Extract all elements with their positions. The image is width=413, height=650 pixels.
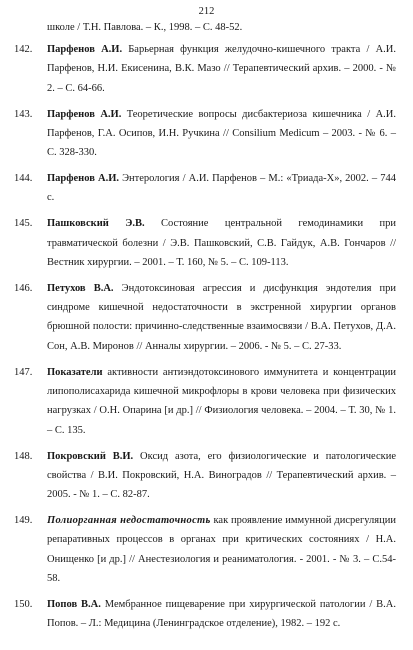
reference-author: Попов В.А. [47, 598, 101, 610]
reference-body [47, 169, 396, 208]
reference-author: Пашковский Э.В. [47, 218, 145, 230]
reference-body [47, 214, 396, 272]
reference-text: активности антиэндотоксинового иммунитета и концентрации липополисахарида кишечной микрофлоры в крови человека при физических нагрузках / О.Н. Опарина [и др.] // Физиология человека. – 2004. – Т. 30, № 1. – С. 135. [47, 366, 396, 436]
reference-author: Парфенов А.И. [47, 108, 122, 120]
reference-number: 142. [14, 44, 33, 55]
continued-reference-line: школе / Т.Н. Павлова. – К., 1998. – С. 48-52. [47, 22, 243, 33]
reference-body [47, 447, 396, 505]
reference-author: Парфенов А.И. [47, 44, 123, 55]
reference-author: Петухов В.А. [47, 282, 114, 294]
reference-item [14, 363, 396, 441]
reference-body [47, 105, 396, 163]
reference-text: Барьерная функция желудочно-кишечного тракта / А.И. Парфенов, Н.И. Екисенина, В.К. Мазо // Терапевтический архив. – 2000. - № 2. – С. 64-66. [47, 44, 396, 94]
reference-item [14, 279, 396, 357]
reference-body [47, 511, 396, 589]
reference-item [14, 214, 396, 272]
reference-body [47, 363, 396, 441]
reference-list [14, 40, 396, 640]
reference-author: Полиорганная недостаточность [47, 515, 211, 527]
reference-text: как проявление иммунной дисрегуляции репаративных процессов в органах при критических состояниях / Н.А. Онищенко [и др.] // Анестезиология и реаниматология. - 2001. - № 3. – С.54-58. [47, 515, 396, 585]
reference-text: Эндотоксиновая агрессия и дисфункция эндотелия при синдроме кишечной недостаточности в экстренной хирургии органов брюшной полости: причинно-следственные взаимосвязи / В.А. Петухов, Д.А. Сон, А.В. Миронов // Анналы хирургии. – 2006. - № 5. – С. 27-33. [47, 282, 396, 352]
reference-number: 148. [14, 450, 33, 462]
reference-text: Состояние центральной гемодинамики при травматической болезни / Э.В. Пашковский, С.В. Гайдук, А.В. Гончаров // Вестник хирургии. – 2001. – Т. 160, № 5. – С. 109-113. [47, 218, 396, 268]
page-number: 212 [198, 6, 215, 17]
reference-number: 149. [14, 515, 33, 527]
reference-author: Покровский В.И. [47, 450, 134, 462]
reference-number: 143. [14, 108, 33, 120]
reference-item [14, 447, 396, 505]
reference-item [14, 40, 396, 98]
reference-number: 146. [14, 282, 33, 294]
reference-number: 150. [14, 598, 33, 610]
reference-number: 147. [14, 366, 33, 378]
reference-number: 145. [14, 218, 33, 230]
reference-body [47, 595, 396, 634]
reference-number: 144. [14, 173, 33, 185]
reference-author: Показатели [47, 366, 103, 378]
reference-body [47, 40, 396, 98]
reference-text: Оксид азота, его физиологические и патологические свойства / В.И. Покровский, Н.А. Виноградов // Терапевтический архив. – 2005. - № 1. – С. 82-87. [47, 450, 396, 501]
reference-body [47, 279, 396, 357]
reference-item [14, 595, 396, 634]
reference-item [14, 105, 396, 163]
reference-author: Парфенов А.И. [47, 173, 119, 185]
reference-text: Энтерология / А.И. Парфенов – М.: «Триада-Х», 2002. – 744 с. [47, 173, 396, 204]
reference-item [14, 511, 396, 589]
reference-item [14, 169, 396, 208]
reference-text: Теоретические вопросы дисбактериоза кишечника / А.И. Парфенов, Г.А. Осипов, И.Н. Ручкина // Consilium Medicum – 2003. - № 6. – С. 328-330. [47, 108, 396, 159]
reference-text: Мембранное пищеварение при хирургической патологии / В.А. Попов. – Л.: Медицина (Ленинградское отделение), 1982. – 192 с. [47, 598, 396, 630]
